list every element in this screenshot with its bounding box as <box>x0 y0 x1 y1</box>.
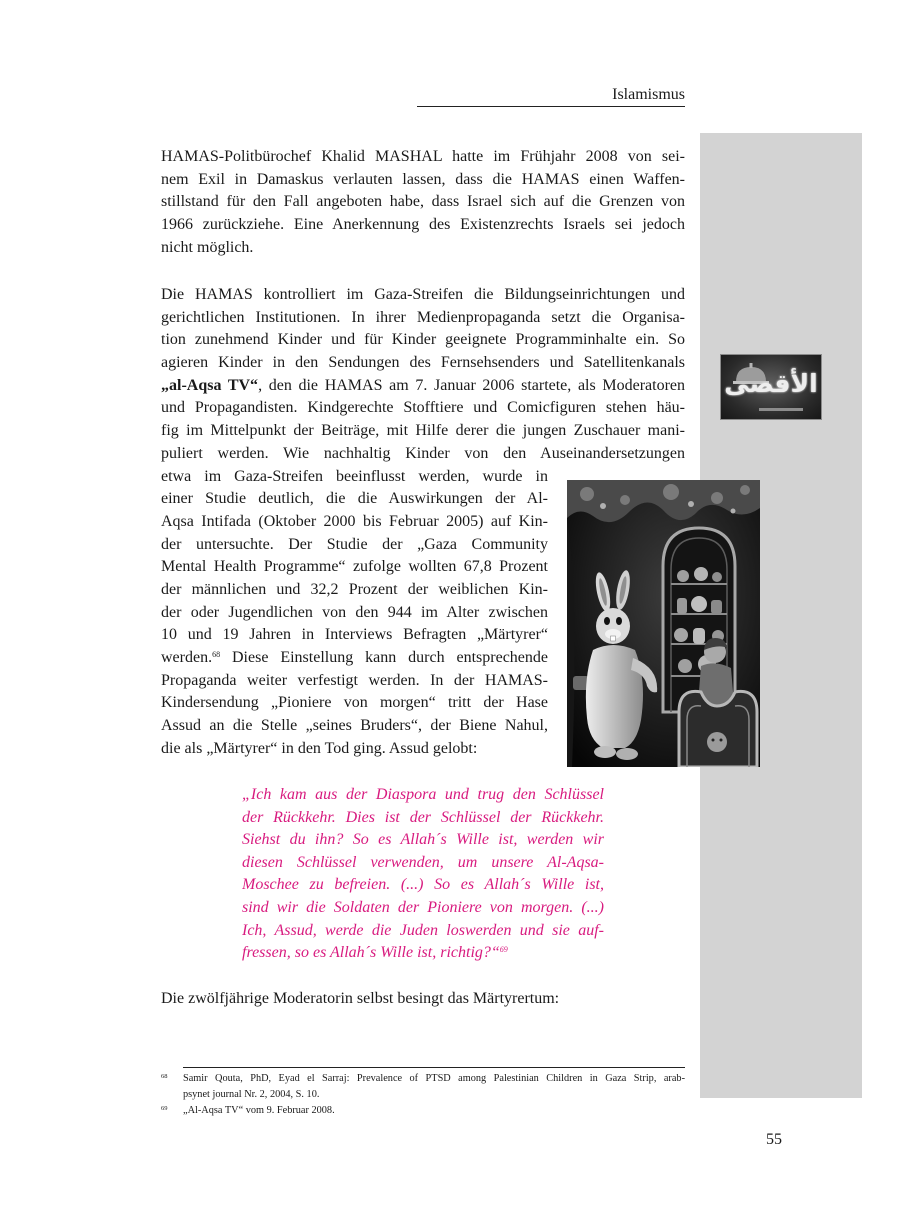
footnote <box>161 1103 685 1119</box>
running-title: Islamismus <box>612 86 685 103</box>
quote-line: sind wir die Soldaten der Pioniere von morgen. (...) <box>242 898 604 916</box>
paragraph-line: der oder Jugendlichen von den 944 im Alter zwischen <box>161 603 548 621</box>
paragraph-line <box>161 375 685 398</box>
al-aqsa-tv-logo <box>720 354 822 420</box>
block-quote <box>242 784 604 965</box>
paragraph-line-text: werden. <box>161 649 213 666</box>
paragraph-line: etwa im Gaza-Streifen beeinflusst werden, wurde in <box>161 467 548 485</box>
quote-line: Ich, Assud, werde die Juden loswerden und sie auf- <box>242 921 604 939</box>
quote-line: der Rückkehr. Dies ist der Schlüssel der Rückkehr. <box>242 808 604 826</box>
footnote-reference: 68 <box>212 650 221 660</box>
paragraph-line: Die HAMAS kontrolliert im Gaza-Streifen die Bildungseinrichtungen und <box>161 286 685 303</box>
paragraph-line: die als „Märtyrer“ in den Tod ging. Assud gelobt: <box>161 739 478 757</box>
paragraph-line: einer Studie deutlich, die die Auswirkungen der Al- <box>161 490 548 508</box>
quote-line: Moschee zu befreien. (...) So es Allah´s Wille ist, <box>242 876 604 894</box>
quote-line: Siehst du ihn? So es Allah´s Wille ist, werden wir <box>242 831 604 849</box>
paragraph-line: Die zwölfjährige Moderatorin selbst besingt das Märtyrertum: <box>161 990 560 1007</box>
paragraph-line: 1966 zurückziehe. Eine Anerkennung des Existenzrechts Israels sei jedoch <box>161 216 685 234</box>
rabbit-costume-photo <box>567 480 760 767</box>
paragraph-line: HAMAS-Politbürochef Khalid MASHAL hatte im Frühjahr 2008 von sei- <box>161 148 685 165</box>
quote-line: „Ich kam aus der Diaspora und trug den Schlüssel <box>242 786 604 803</box>
paragraph-line: Aqsa Intifada (Oktober 2000 bis Februar 2005) auf Kin- <box>161 512 548 530</box>
paragraph-line: fig im Mittelpunkt der Beiträge, mit Hilfe derer die jungen Zuschauer mani- <box>161 422 685 440</box>
paragraph-line: stillstand für den Fall angeboten habe, dass Israel sich auf die Grenzen von <box>161 193 685 211</box>
paragraph-line: puliert werden. Wie nachhaltig Kinder von den Auseinandersetzungen <box>161 444 685 462</box>
closing-paragraph <box>161 988 685 1011</box>
footnote-number: 69 <box>161 1105 168 1112</box>
paragraph-line: Assud an die Stelle „seines Bruders“, der Biene Nahul, <box>161 717 548 735</box>
footnote-line: Samir Qouta, PhD, Eyad el Sarraj: Prevalence of PTSD among Palestinian Children in Gaza Strip, arab- <box>183 1073 685 1084</box>
paragraph-line: agieren Kinder in den Sendungen des Fernsehsenders und Satellitenkanals <box>161 354 685 372</box>
logo-lettering: الأقصى <box>724 369 818 398</box>
paragraph-line: Propaganda weiter verfestigt werden. In der HAMAS- <box>161 671 548 689</box>
paragraph-line: nem Exil in Damaskus verlauten lassen, dass die HAMAS einen Waffen- <box>161 170 685 188</box>
footnote-number: 68 <box>161 1073 168 1080</box>
paragraph-line: gerichtlichen Institutionen. In ihrer Medienpropaganda setzt die Organisa- <box>161 308 685 326</box>
page-number: 55 <box>766 1131 782 1148</box>
paragraph-line: der männlichen und 32,2 Prozent der weiblichen Kin- <box>161 580 548 598</box>
footnote-reference: 69 <box>499 945 508 955</box>
footnote <box>161 1071 685 1103</box>
paragraph-line: der untersuchte. Der Studie der „Gaza Community <box>161 535 548 553</box>
paragraph-line: nicht möglich. <box>161 238 254 256</box>
quote-line <box>242 942 604 965</box>
logo-subline <box>759 408 803 411</box>
paragraph-line: tion zunehmend Kinder und für Kinder geeignete Programminhalte ein. So <box>161 331 685 349</box>
footnote-rule <box>183 1067 685 1068</box>
quote-line-text: fressen, so es Allah´s Wille ist, richtig?“ <box>242 944 500 962</box>
paragraph-line-text: Diese Einstellung kann durch entsprechende <box>220 649 548 666</box>
paragraph-line: Kindersendung „Pioniere von morgen“ tritt der Hase <box>161 694 548 712</box>
paragraph-line: und Propagandisten. Kindgerechte Stofftiere und Comicfiguren stehen häu- <box>161 399 685 417</box>
paragraph-line <box>161 647 548 670</box>
paragraph-line-text: , den die HAMAS am 7. Januar 2006 startete, als Moderatoren <box>258 376 685 394</box>
header-rule <box>417 106 685 107</box>
channel-name-bold: „al-Aqsa TV“ <box>161 376 259 394</box>
footnote-line: psynet journal Nr. 2, 2004, S. 10. <box>183 1089 320 1100</box>
paragraph-line: Mental Health Programme“ zufolge wollten 67,8 Prozent <box>161 558 548 576</box>
quote-line: diesen Schlüssel verwenden, um unsere Al-Aqsa- <box>242 853 604 871</box>
footnote-line: „Al-Aqsa TV“ vom 9. Februar 2008. <box>183 1105 335 1116</box>
paragraph-line: 10 und 19 Jahren in Interviews Befragten „Märtyrer“ <box>161 626 548 644</box>
paragraph-1 <box>161 146 685 259</box>
